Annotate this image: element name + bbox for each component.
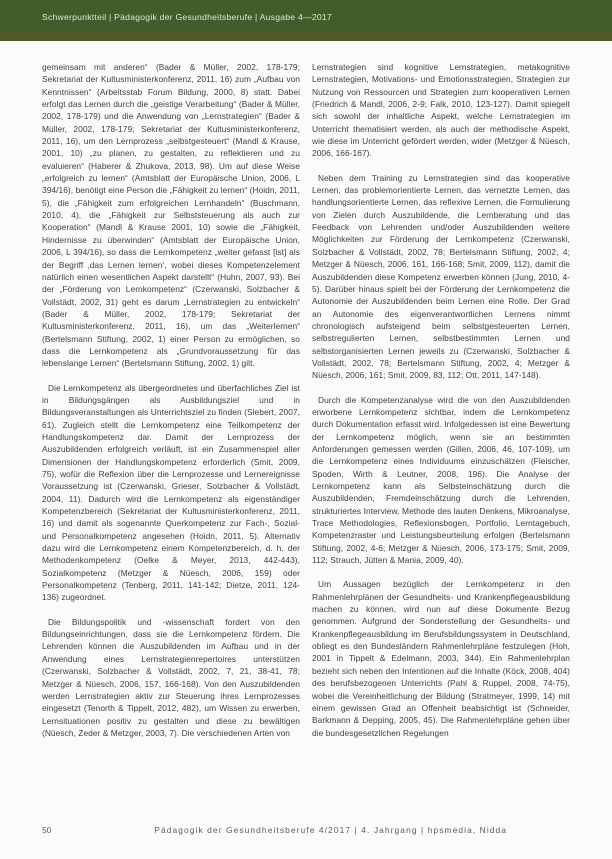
- text-column-left: [42, 61, 300, 819]
- paragraph: Die Lernkompetenz als übergeordnetes und überfachliches Ziel ist in Bildungsgängen als Ausbildungsziel und in Bildungsveranstaltungen als Unterrichtsziel zu finden (Siebert, 2007, 61). Zugleich stellt die Lernkompetenz eine Teilkompetenz der Handlungskompetenz dar. Damit der Lernprozess der Auszubildenden erfolgreich verläuft, ist ein Zusammenspiel aller Dimensionen der Handlungskompetenz erforderlich (Smit, 2009, 75), wofür die Reflexion über die Lernprozesse und Lernereignisse Voraussetzung ist (Czerwanski, Grieser, Solzbacher & Vollstädt, 2004, 11). Dadurch wird die Lernkompetenz als eigenständiger Kompetenzbereich (Sekretariat der Kultusministerkonferenz, 2011, 16) und damit als sogenannte Querkompetenz zur Fach-, Sozial- und Personalkompetenz angesehen (Hoidn, 2011, 5). Alternativ dazu wird die Lernkompetenz einem Kompetenzbereich, d. h. der Methodenkompetenz (Oelke & Meyer, 2013, 442-443), Sozialkompetenz (Metzger & Nüesch, 2006, 159) oder Personalkompetenz (Tenberg, 2011, 141-142; Dietze, 2011, 124-136) zugeordnet.: [42, 382, 300, 603]
- header-stripe: [0, 33, 612, 41]
- paragraph: Neben dem Training zu Lernstrategien sind das kooperative Lernen, das problemorientierte Lernen, das vernetzte Lernen, das handlungsorientierte Lernen, das reflexive Lernen, die Formulierung von Zielen durch Auszubildende, die Lernberatung und das Feedback von Lehrenden und/oder Auszubildenden weitere Möglichkeiten zur Förderung der Lernkompetenz (Czerwanski, Solzbacher & Vollstädt, 2002, 78; Bertelsmann Stiftung, 2002, 4; Metzger & Nüesch, 2006, 161, 166-168; Smit, 2009, 112), damit die Auszubildenden diese Kompetenz erwerben können (Jung, 2010, 4-5). Darüber hinaus spielt bei der Förderung der Lernkompetenz die Autonomie der Auszubildenden beim Lernen eine Rolle. Der Grad an Autonomie des eigenverantwortlichen Lernens nimmt chronologisch aufsteigend beim selbstgesteuerten Lernen, selbstregulierten Lernen, selbstbestimmten Lernen und selbstorganisierten Lernen jeweils zu (Czerwanski, Solzbacher & Vollstädt, 2002, 78; Bertelsmann Stiftung, 2002, 4; Metzger & Nüesch, 2006, 161; Smit, 2009, 83, 112; Ott, 2011, 147-148).: [312, 172, 570, 381]
- paragraph: gemeinsam mit anderen“ (Bader & Müller, 2002, 178-179; Sekretariat der Kultusministerkonferenz, 2011, 16) zum „Aufbau von Kenntnissen“ (Arbeitsstab Forum Bildung, 2000, 8) statt. Dabei erfolgt das Lernen durch die „geistige Verarbeitung“ (Bader & Müller, 2002, 178-179) und die Anwendung von „Lernstrategien“ (Bader & Müller, 2002, 178-179; Sekretariat der Kultusministerkonferenz, 2011, 16), um den Lernprozess „selbstgesteuert“ (Mandl & Krause, 2001, 10) „zu planen, zu gestalten, zu reflektieren und zu evaluieren“ (Haberer & Zhukova, 2013, 98). Um auf diese Weise „erfolgreich zu lernen“ (Amtsblatt der Europäische Union, 2006, L 394/16), benötigt eine Person die „Fähigkeit zu lernen“ (Hoidn, 2011, 5), die „Fähigkeit zum erfolgreichen Lernhandeln“ (Buschmann, 2010, 4), die „Fähigkeit zur Selbststeuerung als auch zur Kooperation“ (Mandl & Krause 2001, 10) sowie die „Fähigkeit, Hindernisse zu überwinden“ (Amtsblatt der Europäische Union, 2006, L 394/16), so dass die Lernkompetenz „weiter gefasst [ist] als der Begriff ‚das Lernen lernen‘, wobei dieses Kompetenzelement natürlich einen wesentlichen Aspekt darstellt“ (Huhn, 2007, 93). Bei der „Förderung von Lernkompetenz“ (Czerwanski, Solzbacher & Vollstädt, 2002, 31) geht es darum „Lernstrategien zu entwickeln“ (Bader & Müller, 2002, 178-179; Sekretariat der Kultusministerkonferenz, 2011, 16), um das „Weiterlernen“ (Bertelsmann Stiftung, 2002, 1) einer Person zu ermöglichen, so dass die Lernkompetenz als „Grundvoraussetzung für das lebenslange Lernen“ (Bertelsmann Stiftung, 2002, 1) gilt.: [42, 62, 300, 369]
- paragraph: Um Aussagen bezüglich der Lernkompetenz in den Rahmenlehrplänen der Gesundheits- und Krankenpflegeausbildung machen zu können, wird nun auf diese Dokumente Bezug genommen. Aufgrund der Sonderstellung der Gesundheits- und Krankenpflegeausbildung im Berufsbildungssystem in Deutschland, obliegt es den Bundesländern Rahmenlehrpläne festzulegen (Hoh, 2001 in Tippelt & Edelmann, 2003, 344). Ein Rahmenlehrplan bezieht sich neben den Intentionen auf die Inhalte (Köck, 2008, 404) des berufsbezogenen Unterrichts (Pahl & Ruppel, 2008, 74-75), wobei die Vereinheitlichung der Bildung (Stratmeyer, 1999, 14) mit einem gewissen Grad an Offenheit beabsichtigt ist (Schneider, Barkmann & Depping, 2005, 45). Die Rahmenlehrpläne gehen über die bundesgesetzlichen Regelungen: [312, 579, 570, 738]
- paragraph: Durch die Kompetenzanalyse wird die von den Auszubildenden erworbene Lernkompetenz sichtbar, indem die Lernkompetenz durch Dokumentation erfasst wird. Infolgedessen ist eine Bewertung der Lernkompetenz möglich, wenn sie an bestimmten Anforderungen gemessen werden (Gillen, 2006, 46, 107-109), um die Lernkompetenz eines Individuums einzuschätzen (Fleischer, Spoden, Wirth & Leutner, 2008, 196). Die Analyse der Lernkompetenz kann als Selbsteinschätzung durch die Auszubildenden, Fremdeinschätzung durch die Lehrenden, strukturiertes Interview, Methode des lauten Denkens, Mikroanalyse, Trace Methodologies, Reflexionsbogen, Portfolio, Lerntagebuch, Kompetenzraster und Leistungsbeurteilung erfolgen (Bertelsmann Stiftung, 2002, 4-6; Metzger & Nüesch, 2006, 173-175; Smit, 2009, 112; Strauch, Jütten & Mania, 2009, 40).: [312, 394, 570, 566]
- page-body: [42, 61, 570, 819]
- header-bar: [0, 0, 612, 33]
- footer: [42, 825, 570, 835]
- page-number: 50: [42, 825, 52, 835]
- header-breadcrumb: Schwerpunktteil | Pädagogik der Gesundheitsberufe | Ausgabe 4—2017: [42, 11, 332, 22]
- paragraph: Die Bildungspolitik und -wissenschaft fordert von den Bildungseinrichtungen, dass sie die Lernkompetenz fördern. Die Lehrenden können die Auszubildenden im Aufbau und in der Anwendung eines Lernstrategienrepertoires unterstützen (Czerwanski, Solzbacher & Vollstädt, 2002, 7, 21, 38-41, 78; Metzger & Nüesch, 2006, 157, 166-168). Von den Auszubildenden werden Lernstrategien aktiv zur Steuerung ihres Lernprozesses eingesetzt (Tenorth & Tippelt, 2012, 482), um Wissen zu erwerben, Lernsituationen positiv zu gestalten und diese zu bewältigen (Nüesch, Zeder & Metzger, 2003, 7). Die verschiedenen Arten von: [42, 616, 300, 738]
- paragraph: Lernstrategien sind kognitive Lernstrategien, metakognitive Lernstrategien, Motivations- und Emotionsstrategien, Strategien zur Nutzung von Ressourcen und Strategien zum kooperativen Lernen (Friedrich & Mandl, 2006, 2-9; Falk, 2010, 123-127). Damit spiegelt sich sowohl der inhaltliche Aspekt, welche Lernstrategien im Unterricht thematisiert werden, als auch der methodische Aspekt, wie diese im Unterricht gefördert werden, wider (Metzger & Nüesch, 2006, 166-167).: [312, 62, 570, 159]
- text-column-right: [312, 61, 570, 819]
- footer-journal-line: Pädagogik der Gesundheitsberufe 4/2017 | 4. Jahrgang | hpsmedia, Nidda: [154, 825, 508, 835]
